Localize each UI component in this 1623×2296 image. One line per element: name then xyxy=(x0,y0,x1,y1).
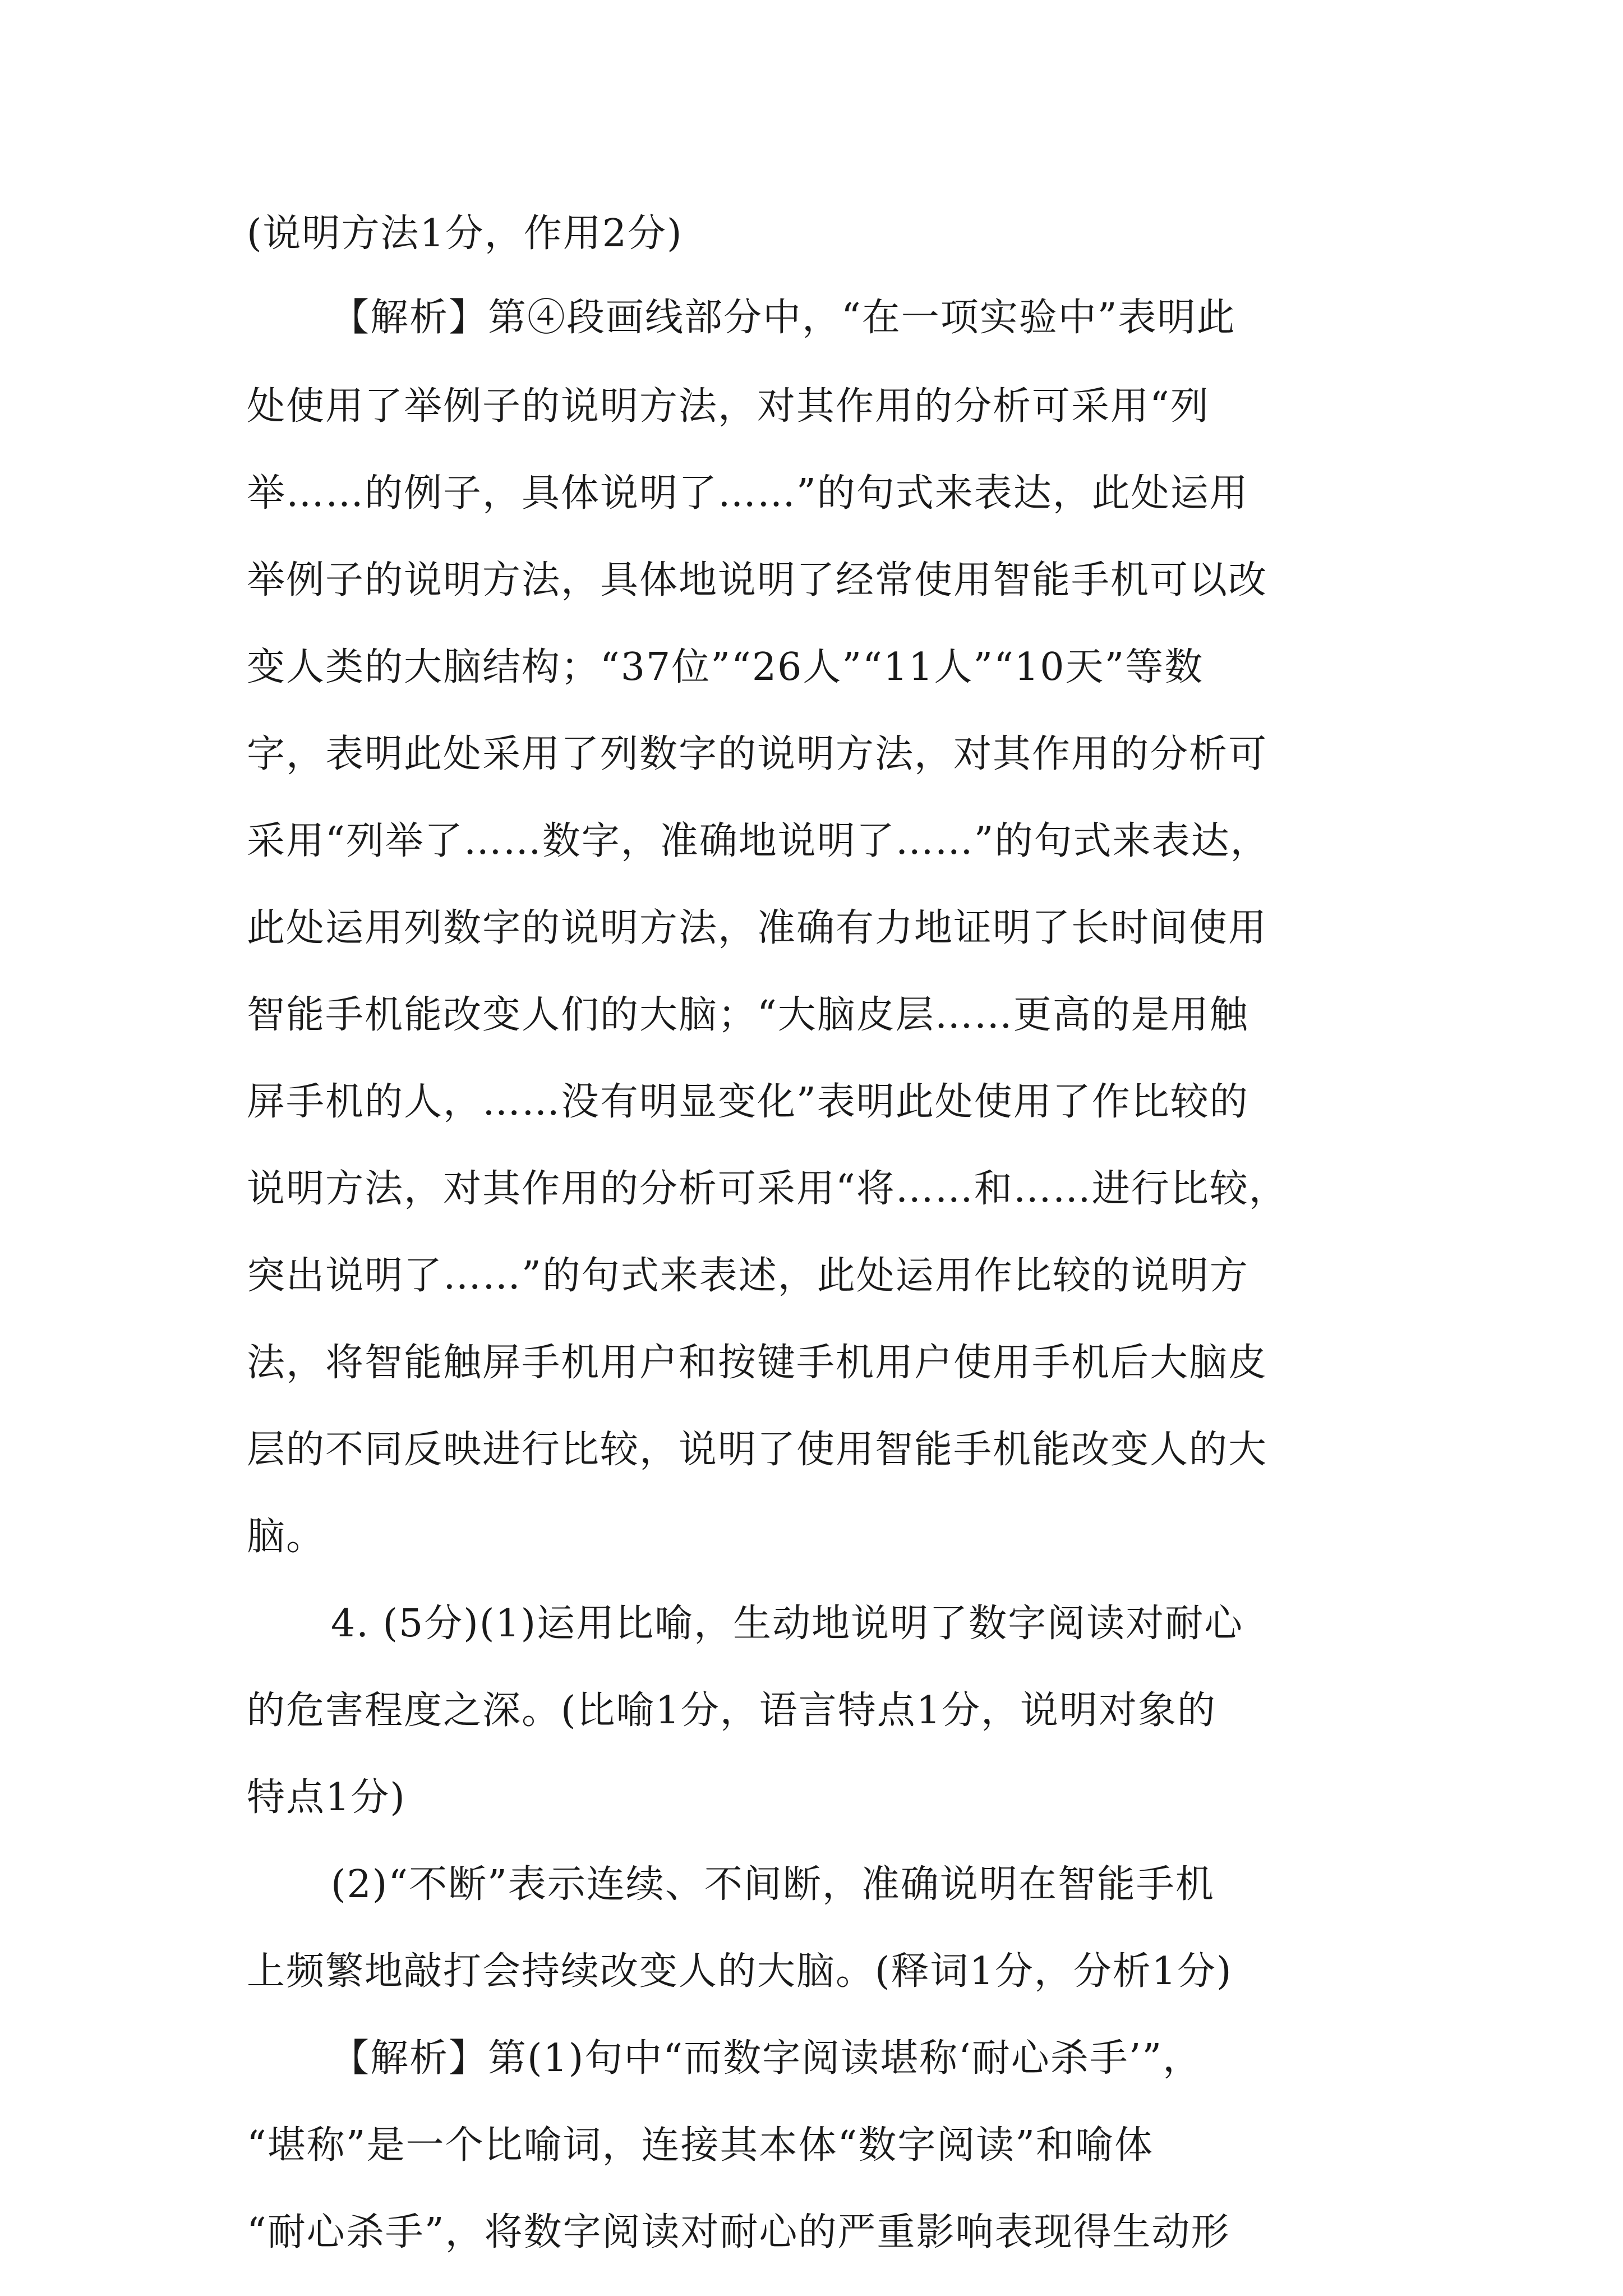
text-line: 【解析】第④段画线部分中，“在一项实验中”表明此 xyxy=(331,296,1236,340)
text-line: 法，将智能触屏手机用户和按键手机用户使用手机后大脑皮 xyxy=(247,1341,1268,1385)
text-line: “耐心杀手”，将数字阅读对耐心的严重影响表现得生动形 xyxy=(247,2210,1230,2254)
text-line: 变人类的大脑结构；“37位”“26人”“11人”“10天”等数 xyxy=(247,645,1204,689)
text-line: (说明方法1分，作用2分) xyxy=(247,211,683,256)
text-line: 特点1分) xyxy=(247,1775,406,1820)
text-line: 智能手机能改变人们的大脑；“大脑皮层……更高的是用触 xyxy=(247,993,1249,1037)
text-line: 的危害程度之深。(比喻1分，语言特点1分，说明对象的 xyxy=(247,1688,1217,1733)
text-line: 脑。 xyxy=(247,1515,326,1559)
document-page xyxy=(247,0,1385,2296)
text-line: (2)“不断”表示连续、不间断，准确说明在智能手机 xyxy=(331,1862,1215,1907)
text-line: 字，表明此处采用了列数字的说明方法，对其作用的分析可 xyxy=(247,732,1268,776)
text-line: 举……的例子，具体说明了……”的句式来表达，此处运用 xyxy=(247,471,1249,516)
text-line: 举例子的说明方法，具体地说明了经常使用智能手机可以改 xyxy=(247,558,1268,602)
text-line: 突出说明了……”的句式来表述，此处运用作比较的说明方 xyxy=(247,1254,1249,1298)
text-line: 采用“列举了……数字，准确地说明了……”的句式来表达， xyxy=(247,819,1270,863)
text-line: 说明方法，对其作用的分析可采用“将……和……进行比较， xyxy=(247,1167,1288,1211)
text-line: 处使用了举例子的说明方法，对其作用的分析可采用“列 xyxy=(247,384,1210,429)
text-line: 上频繁地敲打会持续改变人的大脑。(释词1分，分析1分) xyxy=(247,1949,1233,1994)
text-line: 此处运用列数字的说明方法，准确有力地证明了长时间使用 xyxy=(247,906,1268,950)
text-line: 【解析】第(1)句中“而数字阅读堪称‘耐心杀手’”， xyxy=(331,2036,1202,2081)
text-line: 屏手机的人，……没有明显变化”表明此处使用了作比较的 xyxy=(247,1080,1249,1124)
text-line: 4. (5分)(1)运用比喻，生动地说明了数字阅读对耐心 xyxy=(331,1602,1244,1646)
text-line: “堪称”是一个比喻词，连接其本体“数字阅读”和喻体 xyxy=(247,2123,1154,2168)
text-line: 层的不同反映进行比较，说明了使用智能手机能改变人的大 xyxy=(247,1428,1268,1472)
